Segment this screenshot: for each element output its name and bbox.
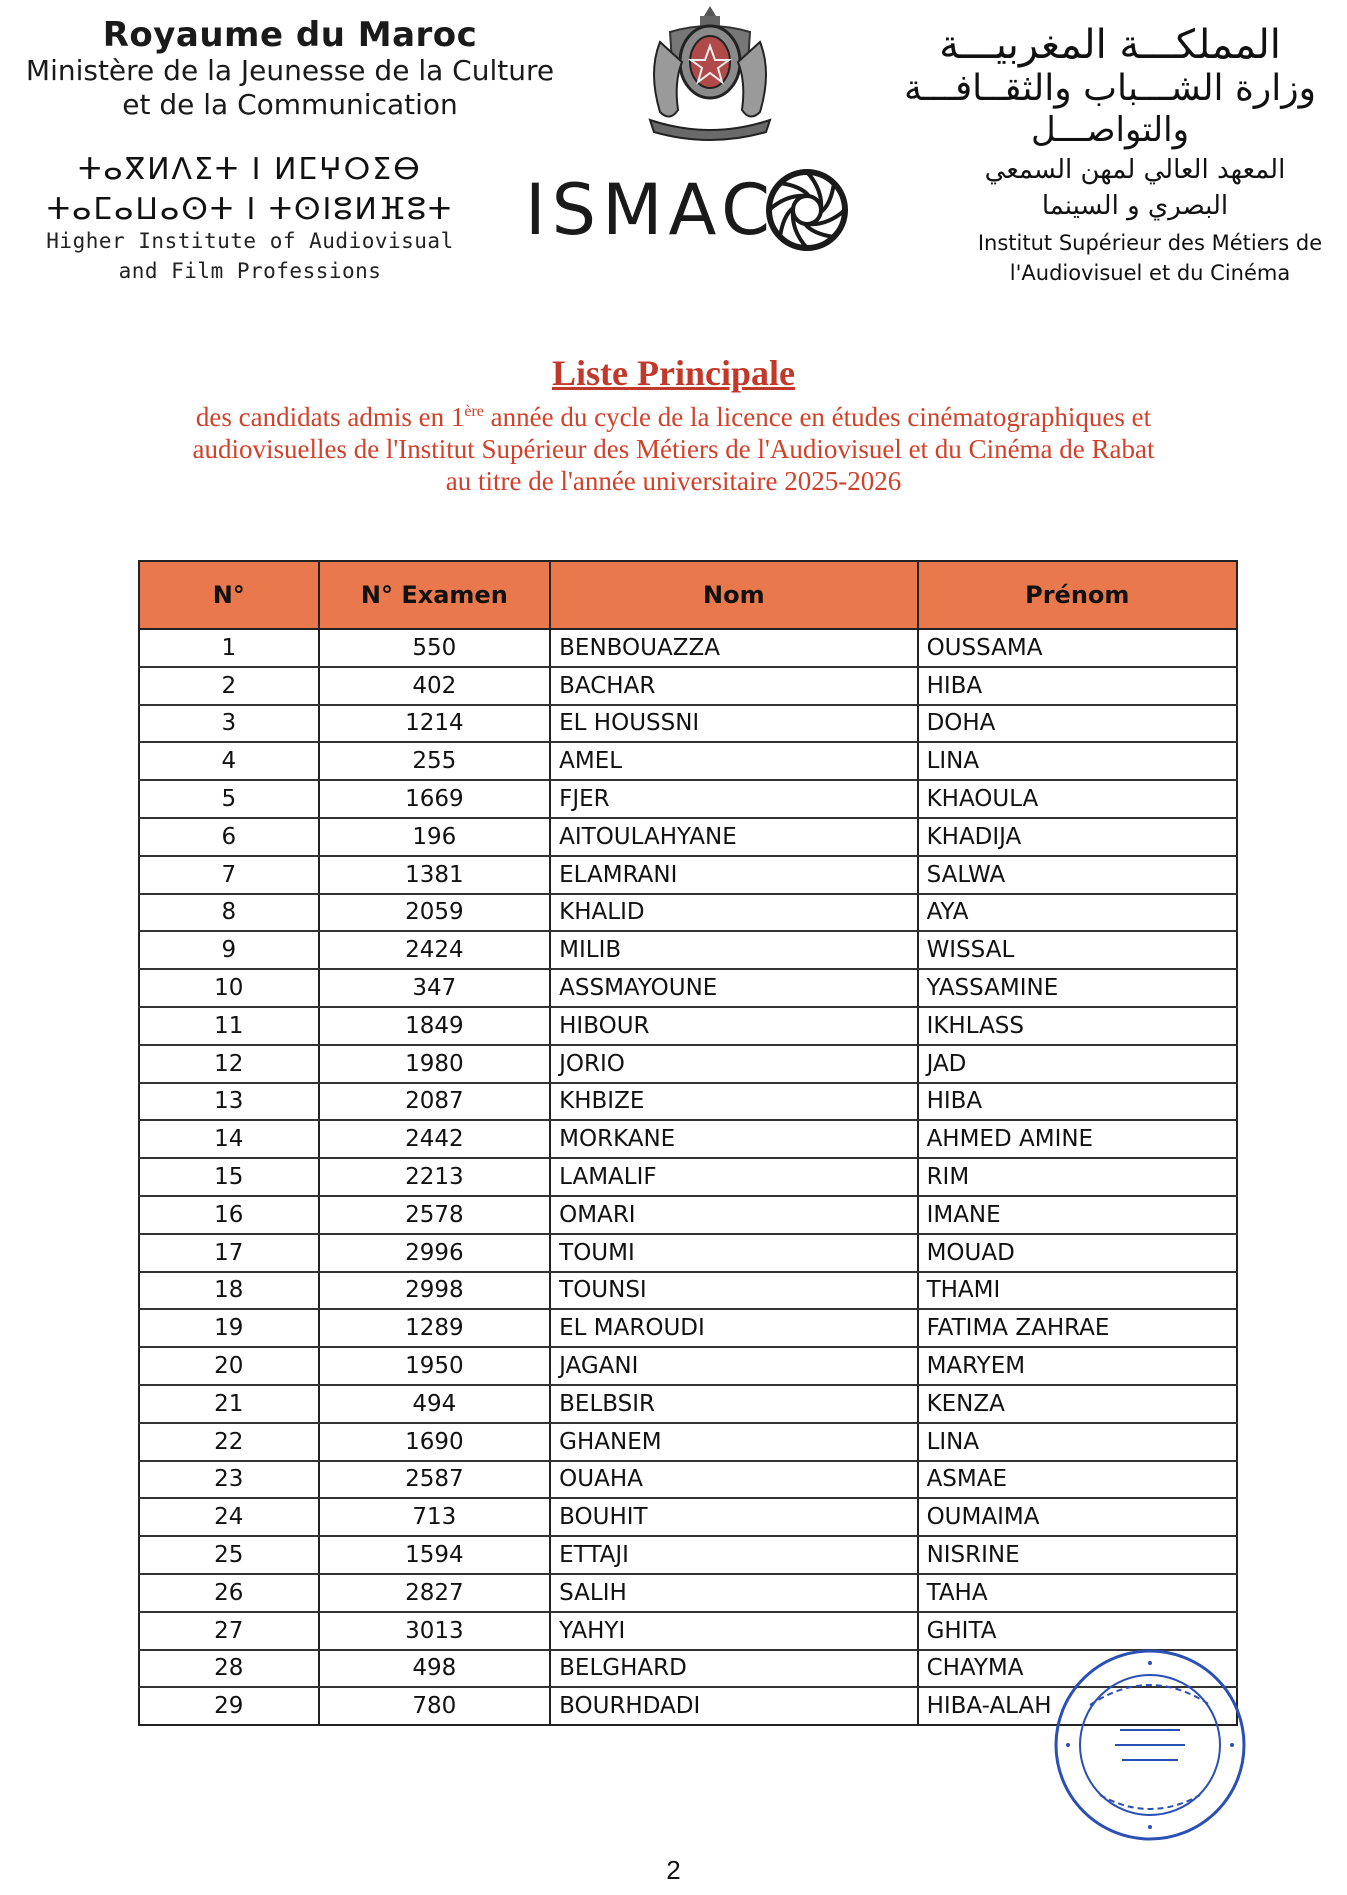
cell-exam-number: 1950 bbox=[319, 1347, 551, 1385]
cell-number: 23 bbox=[139, 1461, 319, 1499]
kingdom-title: Royaume du Maroc bbox=[102, 15, 478, 55]
column-header-exam-number: N° Examen bbox=[319, 561, 551, 629]
document-subtitle-line1 bbox=[0, 396, 1347, 433]
table-row bbox=[139, 1083, 1237, 1121]
cell-first-name: OUSSAMA bbox=[918, 629, 1237, 667]
table-row bbox=[139, 1612, 1237, 1650]
cell-last-name: HIBOUR bbox=[550, 1007, 917, 1045]
cell-exam-number: 1214 bbox=[319, 705, 551, 743]
column-header-number: N° bbox=[139, 561, 319, 629]
table-row bbox=[139, 1196, 1237, 1234]
table-row bbox=[139, 667, 1237, 705]
cell-last-name: TOUMI bbox=[550, 1234, 917, 1272]
subtitle-line1-start: des candidats admis en 1 bbox=[195, 402, 465, 432]
cell-number: 8 bbox=[139, 894, 319, 932]
institute-fr-line2: l'Audiovisuel et du Cinéma bbox=[1009, 261, 1291, 285]
table-row bbox=[139, 742, 1237, 780]
table-row bbox=[139, 1461, 1237, 1499]
cell-number: 25 bbox=[139, 1536, 319, 1574]
table-row bbox=[139, 1574, 1237, 1612]
cell-number: 21 bbox=[139, 1385, 319, 1423]
cell-last-name: EL MAROUDI bbox=[550, 1309, 917, 1347]
cell-number: 14 bbox=[139, 1120, 319, 1158]
cell-first-name: GHITA bbox=[918, 1612, 1237, 1650]
ministry-header-ar bbox=[890, 22, 1330, 150]
table-row bbox=[139, 1536, 1237, 1574]
cell-first-name: IMANE bbox=[918, 1196, 1237, 1234]
cell-last-name: AMEL bbox=[550, 742, 917, 780]
cell-exam-number: 1594 bbox=[319, 1536, 551, 1574]
ismac-logo-text: ISMAC bbox=[525, 169, 777, 251]
cell-number: 24 bbox=[139, 1498, 319, 1536]
cell-number: 12 bbox=[139, 1045, 319, 1083]
cell-number: 28 bbox=[139, 1650, 319, 1688]
cell-number: 15 bbox=[139, 1158, 319, 1196]
cell-exam-number: 2059 bbox=[319, 894, 551, 932]
cell-first-name: TAHA bbox=[918, 1574, 1237, 1612]
ministry-name-line1: Ministère de la Jeunesse de la Culture bbox=[25, 54, 555, 87]
document-subtitle-line2: audiovisuelles de l'Institut Supérieur des Métiers de l'Audiovisuel et du Cinéma de Rabat bbox=[192, 434, 1155, 464]
table-row bbox=[139, 894, 1237, 932]
cell-last-name: KHBIZE bbox=[550, 1083, 917, 1121]
cell-first-name: SALWA bbox=[918, 856, 1237, 894]
cell-first-name: RIM bbox=[918, 1158, 1237, 1196]
cell-exam-number: 2587 bbox=[319, 1461, 551, 1499]
table-row bbox=[139, 1007, 1237, 1045]
cell-exam-number: 3013 bbox=[319, 1612, 551, 1650]
cell-number: 1 bbox=[139, 629, 319, 667]
institute-name-tifinagh bbox=[40, 150, 460, 230]
table-row bbox=[139, 969, 1237, 1007]
cell-last-name: BOUHIT bbox=[550, 1498, 917, 1536]
cell-last-name: ASSMAYOUNE bbox=[550, 969, 917, 1007]
cell-number: 17 bbox=[139, 1234, 319, 1272]
cell-number: 19 bbox=[139, 1309, 319, 1347]
official-stamp-seal bbox=[1050, 1645, 1250, 1845]
cell-first-name: IKHLASS bbox=[918, 1007, 1237, 1045]
cell-first-name: NISRINE bbox=[918, 1536, 1237, 1574]
ministry-name-ar-line1: وزارة الشـــباب والثقــافـــة bbox=[904, 68, 1316, 109]
cell-exam-number: 2827 bbox=[319, 1574, 551, 1612]
cell-last-name: FJER bbox=[550, 780, 917, 818]
table-row bbox=[139, 629, 1237, 667]
cell-first-name: DOHA bbox=[918, 705, 1237, 743]
cell-exam-number: 1980 bbox=[319, 1045, 551, 1083]
tifinagh-line2: ⵜⴰⵎⴰⵡⴰⵙⵜ ⵏ ⵜⵙⵏⵓⵍⴼⵓⵜ bbox=[46, 192, 454, 227]
cell-number: 3 bbox=[139, 705, 319, 743]
institute-en-line2: and Film Professions bbox=[118, 259, 382, 283]
cell-last-name: ELAMRANI bbox=[550, 856, 917, 894]
camera-aperture-icon bbox=[765, 168, 849, 252]
table-row bbox=[139, 1423, 1237, 1461]
table-row bbox=[139, 856, 1237, 894]
cell-number: 27 bbox=[139, 1612, 319, 1650]
cell-first-name: HIBA bbox=[918, 667, 1237, 705]
document-subtitle-line3: au titre de l'année universitaire 2025-2026 bbox=[445, 466, 902, 496]
cell-exam-number: 713 bbox=[319, 1498, 551, 1536]
institute-name-fr bbox=[950, 228, 1347, 288]
cell-first-name: THAMI bbox=[918, 1272, 1237, 1310]
cell-last-name: BOURHDADI bbox=[550, 1687, 917, 1725]
cell-exam-number: 196 bbox=[319, 818, 551, 856]
table-row bbox=[139, 1120, 1237, 1158]
cell-exam-number: 550 bbox=[319, 629, 551, 667]
cell-exam-number: 2998 bbox=[319, 1272, 551, 1310]
cell-exam-number: 2424 bbox=[319, 931, 551, 969]
cell-exam-number: 2087 bbox=[319, 1083, 551, 1121]
table-row bbox=[139, 1272, 1237, 1310]
institute-ar-line1: المعهد العالي لمهن السمعي bbox=[984, 155, 1286, 185]
cell-last-name: GHANEM bbox=[550, 1423, 917, 1461]
cell-exam-number: 255 bbox=[319, 742, 551, 780]
cell-last-name: KHALID bbox=[550, 894, 917, 932]
cell-last-name: JAGANI bbox=[550, 1347, 917, 1385]
tifinagh-line1: ⵜⴰⴳⵍⴷⵉⵜ ⵏ ⵍⵎⵖⵔⵉⴱ bbox=[78, 152, 422, 187]
cell-last-name: AITOULAHYANE bbox=[550, 818, 917, 856]
cell-first-name: MARYEM bbox=[918, 1347, 1237, 1385]
cell-first-name: JAD bbox=[918, 1045, 1237, 1083]
institute-fr-line1: Institut Supérieur des Métiers de bbox=[977, 231, 1323, 255]
cell-first-name: AHMED AMINE bbox=[918, 1120, 1237, 1158]
table-row bbox=[139, 1347, 1237, 1385]
cell-number: 6 bbox=[139, 818, 319, 856]
cell-last-name: ETTAJI bbox=[550, 1536, 917, 1574]
cell-last-name: BENBOUAZZA bbox=[550, 629, 917, 667]
cell-last-name: TOUNSI bbox=[550, 1272, 917, 1310]
cell-number: 18 bbox=[139, 1272, 319, 1310]
cell-first-name: YASSAMINE bbox=[918, 969, 1237, 1007]
cell-last-name: MILIB bbox=[550, 931, 917, 969]
cell-exam-number: 1849 bbox=[319, 1007, 551, 1045]
institute-name-ar bbox=[940, 152, 1330, 224]
cell-last-name: EL HOUSSNI bbox=[550, 705, 917, 743]
cell-last-name: BACHAR bbox=[550, 667, 917, 705]
cell-first-name: KHADIJA bbox=[918, 818, 1237, 856]
cell-first-name: KENZA bbox=[918, 1385, 1237, 1423]
cell-number: 10 bbox=[139, 969, 319, 1007]
cell-number: 29 bbox=[139, 1687, 319, 1725]
royal-emblem-icon bbox=[630, 2, 790, 142]
cell-number: 20 bbox=[139, 1347, 319, 1385]
cell-last-name: SALIH bbox=[550, 1574, 917, 1612]
cell-number: 4 bbox=[139, 742, 319, 780]
institute-name-en bbox=[40, 226, 460, 286]
cell-last-name: JORIO bbox=[550, 1045, 917, 1083]
cell-first-name: ASMAE bbox=[918, 1461, 1237, 1499]
cell-last-name: MORKANE bbox=[550, 1120, 917, 1158]
cell-first-name: WISSAL bbox=[918, 931, 1237, 969]
ministry-name-ar-line2: والتواصـــل bbox=[1031, 110, 1189, 150]
column-header-last-name: Nom bbox=[550, 561, 917, 629]
subtitle-superscript: ère bbox=[464, 403, 484, 420]
cell-first-name: LINA bbox=[918, 742, 1237, 780]
cell-exam-number: 2996 bbox=[319, 1234, 551, 1272]
table-row bbox=[139, 705, 1237, 743]
cell-first-name: OUMAIMA bbox=[918, 1498, 1237, 1536]
cell-last-name: BELBSIR bbox=[550, 1385, 917, 1423]
cell-exam-number: 2578 bbox=[319, 1196, 551, 1234]
cell-exam-number: 1690 bbox=[319, 1423, 551, 1461]
cell-first-name: CHAYMA bbox=[918, 1650, 1237, 1688]
table-row bbox=[139, 1498, 1237, 1536]
cell-exam-number: 780 bbox=[319, 1687, 551, 1725]
institute-en-line1: Higher Institute of Audiovisual bbox=[46, 229, 454, 253]
cell-first-name: HIBA-ALAH bbox=[918, 1687, 1237, 1725]
cell-number: 5 bbox=[139, 780, 319, 818]
cell-number: 9 bbox=[139, 931, 319, 969]
cell-first-name: FATIMA ZAHRAE bbox=[918, 1309, 1237, 1347]
table-header-row bbox=[139, 561, 1237, 629]
cell-number: 2 bbox=[139, 667, 319, 705]
admitted-candidates-table bbox=[138, 560, 1238, 1726]
page-number: 2 bbox=[666, 1855, 681, 1885]
cell-exam-number: 1289 bbox=[319, 1309, 551, 1347]
ministry-name-line2: et de la Communication bbox=[122, 88, 458, 121]
cell-first-name: KHAOULA bbox=[918, 780, 1237, 818]
subtitle-line1-end: année du cycle de la licence en études cinématographiques et bbox=[483, 402, 1152, 432]
cell-last-name: BELGHARD bbox=[550, 1650, 917, 1688]
table-row bbox=[139, 818, 1237, 856]
cell-exam-number: 2442 bbox=[319, 1120, 551, 1158]
cell-first-name: LINA bbox=[918, 1423, 1237, 1461]
cell-exam-number: 2213 bbox=[319, 1158, 551, 1196]
table-row bbox=[139, 1158, 1237, 1196]
cell-last-name: OMARI bbox=[550, 1196, 917, 1234]
column-header-first-name: Prénom bbox=[918, 561, 1237, 629]
cell-exam-number: 1381 bbox=[319, 856, 551, 894]
cell-exam-number: 1669 bbox=[319, 780, 551, 818]
cell-exam-number: 498 bbox=[319, 1650, 551, 1688]
document-title-block bbox=[0, 350, 1347, 497]
cell-first-name: MOUAD bbox=[918, 1234, 1237, 1272]
cell-number: 22 bbox=[139, 1423, 319, 1461]
table-row bbox=[139, 1234, 1237, 1272]
cell-exam-number: 494 bbox=[319, 1385, 551, 1423]
cell-number: 16 bbox=[139, 1196, 319, 1234]
kingdom-title-ar: المملكـــة المغربيـــة bbox=[939, 22, 1281, 68]
ministry-header-fr bbox=[20, 16, 560, 122]
cell-number: 7 bbox=[139, 856, 319, 894]
table-row bbox=[139, 1385, 1237, 1423]
document-title: Liste Principale bbox=[552, 353, 795, 393]
cell-number: 13 bbox=[139, 1083, 319, 1121]
cell-last-name: YAHYI bbox=[550, 1612, 917, 1650]
cell-first-name: HIBA bbox=[918, 1083, 1237, 1121]
cell-first-name: AYA bbox=[918, 894, 1237, 932]
table-row bbox=[139, 931, 1237, 969]
institute-ar-line2: البصري و السينما bbox=[1041, 191, 1229, 221]
cell-number: 26 bbox=[139, 1574, 319, 1612]
cell-exam-number: 402 bbox=[319, 667, 551, 705]
table-row bbox=[139, 780, 1237, 818]
cell-last-name: OUAHA bbox=[550, 1461, 917, 1499]
table-row bbox=[139, 1309, 1237, 1347]
table-row bbox=[139, 1045, 1237, 1083]
cell-exam-number: 347 bbox=[319, 969, 551, 1007]
cell-last-name: LAMALIF bbox=[550, 1158, 917, 1196]
cell-number: 11 bbox=[139, 1007, 319, 1045]
